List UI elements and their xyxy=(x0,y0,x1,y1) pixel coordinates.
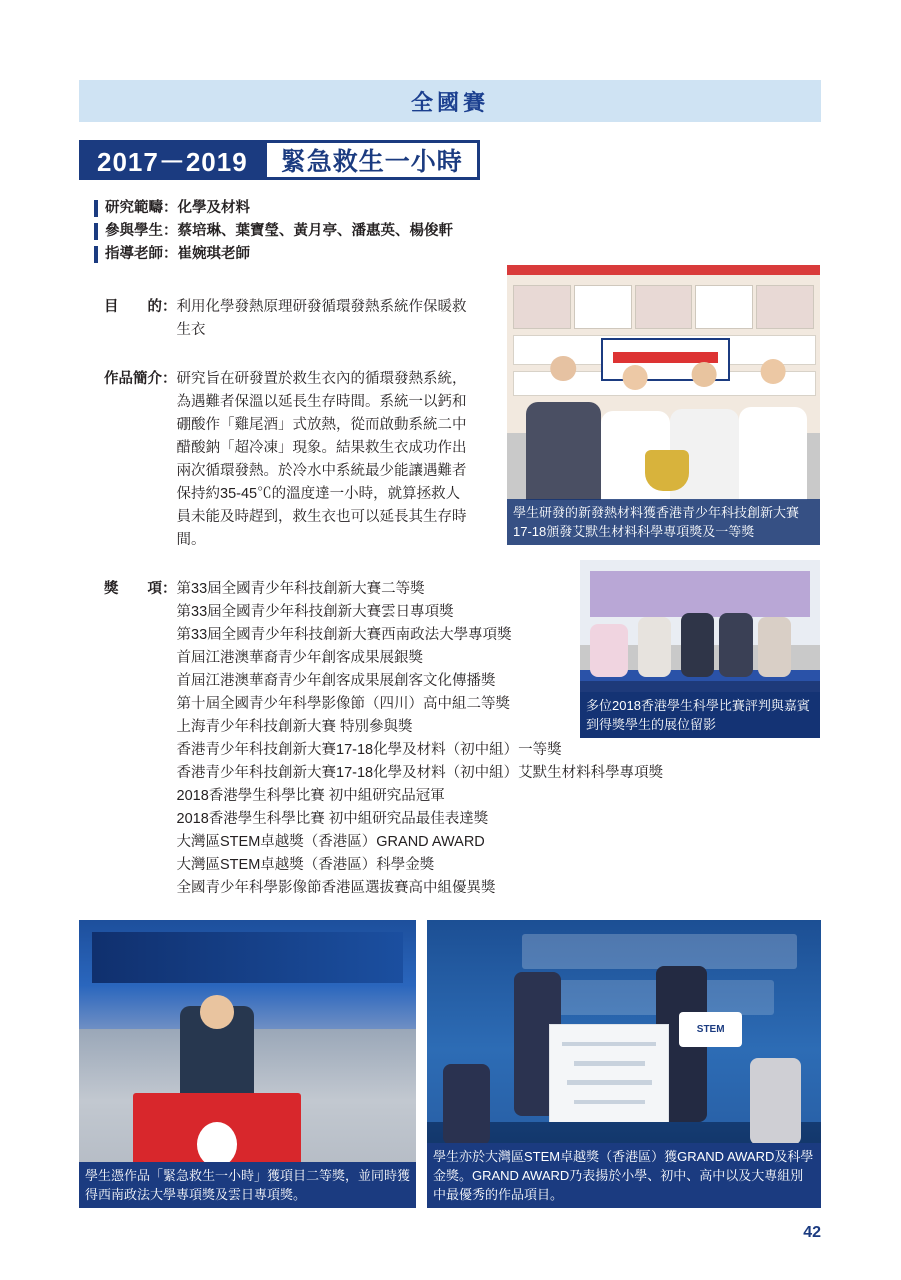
trophy-icon xyxy=(645,450,689,491)
meta-row-teacher xyxy=(94,244,614,264)
meta-teacher-text: 指導老師：崔婉琪老師 xyxy=(105,246,250,262)
award-item: 第十屆全國青少年科學影像節（四川）高中組二等獎 xyxy=(176,696,510,712)
section-banner xyxy=(79,80,821,122)
stem-logo: STEM xyxy=(679,1012,742,1047)
photo-caption: 學生研發的新發熱材料獲香港青少年科技創新大賽17-18頒發艾默生材料科學專項獎及一等獎 xyxy=(507,499,820,545)
photo-person xyxy=(719,613,753,677)
photo-caption: 學生憑作品「緊急救生一小時」獲項目二等獎，並同時獲得西南政法大學專項獎及雲日專項獎。 xyxy=(79,1162,416,1208)
photo-people-group xyxy=(507,343,820,500)
photo-greater-bay-award xyxy=(427,920,821,1208)
photo-person xyxy=(443,1064,490,1145)
photo-caption: 學生亦於大灣區STEM卓越獎（香港區）獲GRAND AWARD及科學金獎。GRAND AWARD乃表揚於小學、初中、高中以及大專組別中最優秀的作品項目。 xyxy=(427,1143,821,1208)
project-meta xyxy=(94,198,614,267)
photo-student-head xyxy=(200,995,234,1029)
award-item: 2018香港學生科學比賽 初中組研究品最佳表達獎 xyxy=(176,811,489,827)
meta-row-students xyxy=(94,221,614,241)
meta-bullet-icon xyxy=(94,246,98,263)
photo-caption: 多位2018香港學生科學比賽評判與嘉賓到得獎學生的展位留影 xyxy=(580,692,820,738)
award-item: 2018香港學生科學比賽 初中組研究品冠軍 xyxy=(176,788,445,804)
award-item: 第33屆全國青少年科技創新大賽二等獎 xyxy=(176,581,425,597)
award-item: 大灣區STEM卓越獎（香港區）GRAND AWARD xyxy=(176,834,485,850)
purpose-label: 目 的： xyxy=(104,299,177,315)
project-name: 緊急救生一小時 xyxy=(280,148,463,176)
photo-person xyxy=(758,617,792,678)
meta-row-field xyxy=(94,198,614,218)
poster-panels xyxy=(513,285,813,330)
award-item: 首屆江港澳華裔青少年創客成果展銀獎 xyxy=(176,650,423,666)
introduction-label: 作品簡介： xyxy=(104,371,177,387)
page-number: 42 xyxy=(803,1224,821,1241)
award-item: 全國青少年科學影像節香港區選拔賽高中組優異獎 xyxy=(176,880,496,896)
awards-label: 獎 項： xyxy=(104,581,177,597)
photo-person xyxy=(750,1058,801,1144)
award-item: 香港青少年科技創新大賽17-18化學及材料（初中組）一等獎 xyxy=(176,742,562,758)
project-year: 2017－2019 xyxy=(79,140,266,180)
photo-person xyxy=(681,613,715,677)
introduction-block xyxy=(104,368,504,552)
photo-award-booth xyxy=(507,265,820,545)
photo-banner xyxy=(590,571,811,617)
photo-judges-booth xyxy=(580,560,820,738)
meta-bullet-icon xyxy=(94,200,98,217)
purpose-text: 利用化學發熱原理研發循環發熱系統作保暖救生衣 xyxy=(176,299,467,338)
project-title-bar xyxy=(79,140,480,180)
awards-list xyxy=(176,578,664,900)
photo-person xyxy=(590,624,628,677)
award-item: 香港青少年科技創新大賽17-18化學及材料（初中組）艾默生材料科學專項獎 xyxy=(176,765,664,781)
meta-students-text: 參與學生：蔡培琳、葉寶瑩、黃月亭、潘惠英、楊俊軒 xyxy=(105,223,453,239)
project-name-box xyxy=(264,140,480,180)
award-item: 第33屆全國青少年科技創新大賽西南政法大學專項獎 xyxy=(176,627,512,643)
meta-field-text: 研究範疇：化學及材料 xyxy=(105,200,250,216)
purpose-block xyxy=(104,296,504,342)
photo-person xyxy=(638,617,672,678)
section-banner-title: 全國賽 xyxy=(410,89,489,115)
award-item: 大灣區STEM卓越獎（香港區）科學金獎 xyxy=(176,857,435,873)
introduction-text: 研究旨在研發置於救生衣內的循環發熱系統，為遇難者保溫以延長生存時間。系統一以鈣和硼酸作「雞尾酒」式放熱，從而啟動系統二中醋酸鈉「超冷凍」現象。結果救生衣成功作出兩次循環發熱。於冷水中系統最少能讓遇難者保持約35-45℃的溫度達一小時，就算拯救人員未能及時趕到，救生衣也可以延長其生存時間。 xyxy=(176,371,467,548)
photo-event-title-line1 xyxy=(522,934,798,969)
photo-event-banner xyxy=(92,932,402,984)
photo-national-competition xyxy=(79,920,416,1208)
award-item: 上海青少年科技創新大賽 特別參與獎 xyxy=(176,719,413,735)
award-item: 首屆江港澳華裔青少年創客成果展創客文化傳播獎 xyxy=(176,673,496,689)
award-item: 第33屆全國青少年科技創新大賽雲日專項獎 xyxy=(176,604,454,620)
meta-bullet-icon xyxy=(94,223,98,240)
